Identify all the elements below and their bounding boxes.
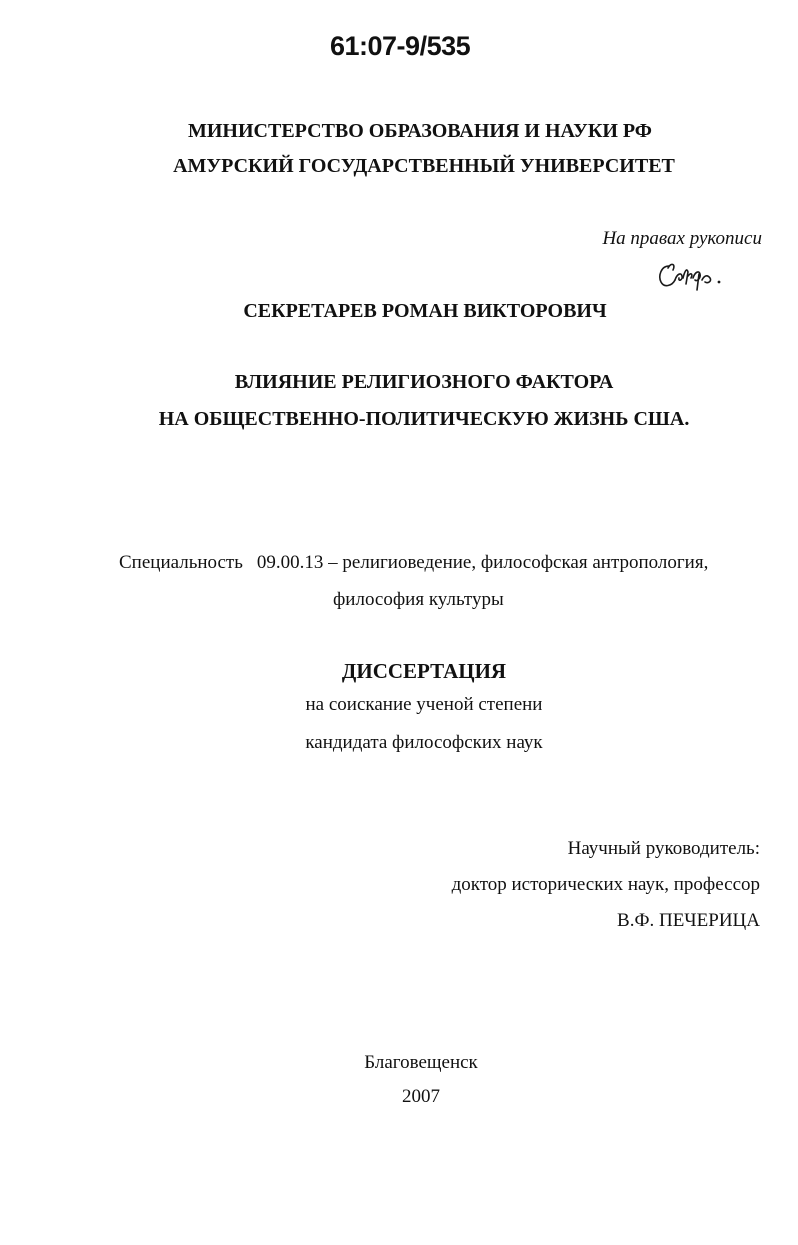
specialty-code: 09.00.13 – религиоведение, философская антропология,: [256, 552, 709, 573]
year: 2007: [402, 1086, 440, 1107]
document-number: 61:07-9/535: [330, 31, 471, 61]
specialty-line-2: философия культуры: [333, 589, 504, 610]
degree-line-1: на соискание ученой степени: [305, 694, 543, 715]
specialty-line-1: [119, 552, 708, 574]
specialty-label: Специальность: [119, 552, 243, 573]
dissertation-title-line-2: НА ОБЩЕСТВЕННО-ПОЛИТИЧЕСКУЮ ЖИЗНЬ США.: [158, 408, 690, 430]
degree-line-2: кандидата философских наук: [305, 732, 543, 753]
dissertation-title-line-1: ВЛИЯНИЕ РЕЛИГИОЗНОГО ФАКТОРА: [234, 371, 614, 393]
advisor-title: доктор исторических наук, профессор: [451, 874, 760, 895]
advisor-name: В.Ф. ПЕЧЕРИЦА: [617, 910, 760, 931]
handwritten-signature: [655, 258, 725, 299]
work-type-title: ДИССЕРТАЦИЯ: [341, 659, 507, 683]
university-heading: АМУРСКИЙ ГОСУДАРСТВЕННЫЙ УНИВЕРСИТЕТ: [173, 155, 675, 177]
advisor-label: Научный руководитель:: [567, 838, 760, 859]
ministry-heading: МИНИСТЕРСТВО ОБРАЗОВАНИЯ И НАУКИ РФ: [188, 120, 652, 142]
city: Благовещенск: [364, 1052, 478, 1073]
author-name: СЕКРЕТАРЕВ РОМАН ВИКТОРОВИЧ: [243, 300, 607, 322]
manuscript-note: На правах рукописи: [602, 228, 762, 249]
